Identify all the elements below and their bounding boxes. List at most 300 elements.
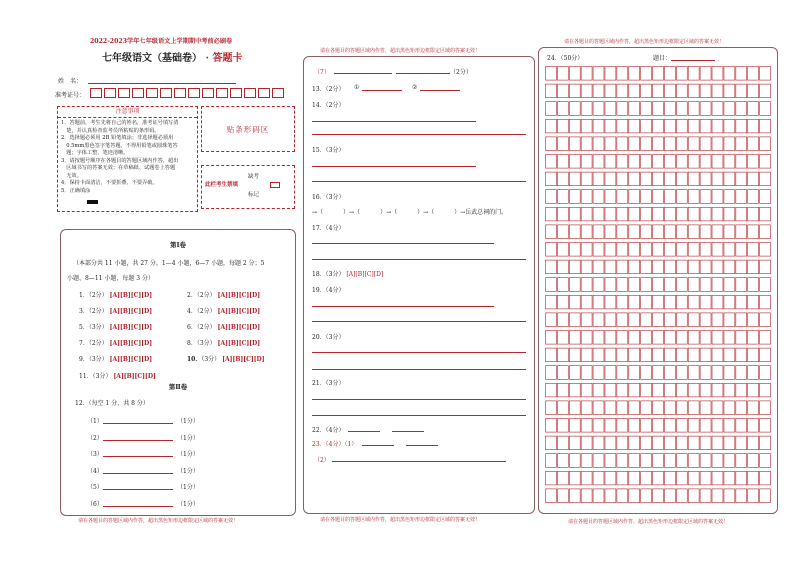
essay-cell[interactable] [688, 225, 699, 239]
essay-cell[interactable] [593, 260, 604, 274]
essay-cell[interactable] [569, 454, 580, 468]
essay-cell[interactable] [748, 401, 759, 415]
essay-cell[interactable] [581, 489, 592, 503]
essay-cell[interactable] [760, 84, 771, 98]
essay-cell[interactable] [736, 419, 747, 433]
essay-cell[interactable] [617, 471, 628, 485]
essay-cell[interactable] [641, 190, 652, 204]
essay-cell[interactable] [688, 137, 699, 151]
essay-cell[interactable] [546, 489, 557, 503]
essay-cell[interactable] [676, 383, 687, 397]
essay-cell[interactable] [605, 454, 616, 468]
essay-cell[interactable] [688, 295, 699, 309]
essay-cell[interactable] [676, 454, 687, 468]
essay-cell[interactable] [664, 207, 675, 221]
essay-cell[interactable] [676, 331, 687, 345]
essay-cell[interactable] [748, 313, 759, 327]
essay-cell[interactable] [617, 155, 628, 169]
essay-cell[interactable] [569, 366, 580, 380]
essay-cell[interactable] [676, 119, 687, 133]
essay-cell[interactable] [653, 119, 664, 133]
essay-cell[interactable] [605, 243, 616, 257]
essay-cell[interactable] [653, 260, 664, 274]
essay-cell[interactable] [712, 172, 723, 186]
ticket-digit-box[interactable] [230, 88, 242, 98]
essay-cell[interactable] [760, 471, 771, 485]
essay-cell[interactable] [724, 225, 735, 239]
q20-line-2[interactable] [312, 369, 526, 370]
essay-cell[interactable] [593, 313, 604, 327]
essay-cell[interactable] [653, 137, 664, 151]
essay-cell[interactable] [748, 471, 759, 485]
essay-cell[interactable] [712, 348, 723, 362]
essay-cell[interactable] [688, 471, 699, 485]
essay-cell[interactable] [641, 348, 652, 362]
essay-cell[interactable] [641, 383, 652, 397]
essay-cell[interactable] [581, 471, 592, 485]
essay-cell[interactable] [641, 366, 652, 380]
essay-cell[interactable] [569, 471, 580, 485]
essay-cell[interactable] [760, 260, 771, 274]
essay-cell[interactable] [569, 489, 580, 503]
essay-cell[interactable] [724, 454, 735, 468]
essay-cell[interactable] [557, 155, 568, 169]
essay-cell[interactable] [748, 454, 759, 468]
essay-cell[interactable] [724, 331, 735, 345]
ticket-digit-box[interactable] [118, 88, 130, 98]
essay-cell[interactable] [724, 401, 735, 415]
essay-cell[interactable] [641, 489, 652, 503]
essay-cell[interactable] [557, 454, 568, 468]
essay-cell[interactable] [700, 331, 711, 345]
essay-cell[interactable] [617, 225, 628, 239]
essay-cell[interactable] [760, 67, 771, 81]
essay-cell[interactable] [557, 313, 568, 327]
essay-cell[interactable] [593, 155, 604, 169]
essay-cell[interactable] [641, 436, 652, 450]
essay-cell[interactable] [653, 366, 664, 380]
essay-cell[interactable] [712, 278, 723, 292]
essay-cell[interactable] [664, 84, 675, 98]
essay-cell[interactable] [736, 436, 747, 450]
essay-cell[interactable] [629, 155, 640, 169]
essay-cell[interactable] [569, 155, 580, 169]
essay-cell[interactable] [700, 348, 711, 362]
essay-cell[interactable] [664, 155, 675, 169]
essay-cell[interactable] [724, 67, 735, 81]
essay-cell[interactable] [736, 278, 747, 292]
q18-options[interactable]: [A][B][C][D] [346, 271, 384, 278]
essay-cell[interactable] [676, 419, 687, 433]
essay-cell[interactable] [593, 489, 604, 503]
essay-cell[interactable] [569, 172, 580, 186]
ticket-digit-box[interactable] [188, 88, 200, 98]
essay-cell[interactable] [760, 366, 771, 380]
essay-cell[interactable] [676, 366, 687, 380]
q14-line-2[interactable] [312, 134, 526, 135]
ticket-number-boxes[interactable] [90, 88, 288, 98]
essay-cell[interactable] [581, 155, 592, 169]
essay-cell[interactable] [736, 366, 747, 380]
essay-cell[interactable] [748, 172, 759, 186]
essay-cell[interactable] [641, 207, 652, 221]
essay-cell[interactable] [700, 401, 711, 415]
essay-cell[interactable] [736, 243, 747, 257]
essay-cell[interactable] [617, 190, 628, 204]
mcq-options[interactable]: [A][B][C][D] [109, 324, 153, 331]
essay-cell[interactable] [617, 172, 628, 186]
essay-cell[interactable] [581, 295, 592, 309]
essay-cell[interactable] [664, 331, 675, 345]
essay-cell[interactable] [724, 383, 735, 397]
essay-cell[interactable] [629, 401, 640, 415]
essay-cell[interactable] [712, 489, 723, 503]
essay-cell[interactable] [546, 383, 557, 397]
essay-cell[interactable] [653, 383, 664, 397]
essay-cell[interactable] [748, 155, 759, 169]
essay-cell[interactable] [724, 278, 735, 292]
essay-cell[interactable] [581, 454, 592, 468]
essay-cell[interactable] [748, 489, 759, 503]
essay-cell[interactable] [760, 278, 771, 292]
essay-grid[interactable] [545, 66, 771, 506]
essay-cell[interactable] [546, 295, 557, 309]
essay-cell[interactable] [676, 313, 687, 327]
essay-cell[interactable] [557, 348, 568, 362]
essay-cell[interactable] [629, 260, 640, 274]
essay-cell[interactable] [569, 401, 580, 415]
essay-cell[interactable] [581, 278, 592, 292]
essay-cell[interactable] [736, 225, 747, 239]
essay-cell[interactable] [676, 243, 687, 257]
essay-cell[interactable] [629, 207, 640, 221]
essay-cell[interactable] [712, 313, 723, 327]
essay-cell[interactable] [700, 278, 711, 292]
essay-cell[interactable] [676, 102, 687, 116]
essay-cell[interactable] [653, 401, 664, 415]
q7-line-b[interactable] [396, 73, 450, 74]
essay-cell[interactable] [629, 172, 640, 186]
essay-cell[interactable] [653, 278, 664, 292]
essay-cell[interactable] [546, 207, 557, 221]
essay-cell[interactable] [617, 331, 628, 345]
essay-cell[interactable] [712, 260, 723, 274]
essay-cell[interactable] [760, 489, 771, 503]
essay-cell[interactable] [546, 84, 557, 98]
q19-line-1[interactable] [312, 306, 494, 307]
essay-cell[interactable] [546, 348, 557, 362]
essay-cell[interactable] [653, 454, 664, 468]
essay-cell[interactable] [546, 471, 557, 485]
essay-cell[interactable] [700, 313, 711, 327]
essay-cell[interactable] [700, 172, 711, 186]
essay-cell[interactable] [736, 260, 747, 274]
essay-cell[interactable] [641, 278, 652, 292]
essay-cell[interactable] [641, 295, 652, 309]
essay-cell[interactable] [760, 401, 771, 415]
essay-cell[interactable] [641, 313, 652, 327]
essay-cell[interactable] [629, 295, 640, 309]
ticket-digit-box[interactable] [202, 88, 214, 98]
essay-cell[interactable] [664, 419, 675, 433]
essay-cell[interactable] [617, 84, 628, 98]
mcq-options[interactable]: [A][B][C][D] [217, 324, 261, 331]
essay-cell[interactable] [748, 84, 759, 98]
essay-cell[interactable] [581, 260, 592, 274]
essay-cell[interactable] [676, 84, 687, 98]
essay-cell[interactable] [581, 331, 592, 345]
essay-cell[interactable] [569, 84, 580, 98]
essay-cell[interactable] [605, 155, 616, 169]
essay-cell[interactable] [700, 155, 711, 169]
essay-cell[interactable] [653, 489, 664, 503]
essay-cell[interactable] [664, 260, 675, 274]
essay-cell[interactable] [676, 190, 687, 204]
essay-cell[interactable] [605, 67, 616, 81]
essay-cell[interactable] [581, 383, 592, 397]
essay-cell[interactable] [581, 84, 592, 98]
essay-cell[interactable] [676, 67, 687, 81]
essay-cell[interactable] [546, 119, 557, 133]
essay-cell[interactable] [712, 207, 723, 221]
essay-cell[interactable] [676, 207, 687, 221]
essay-cell[interactable] [557, 401, 568, 415]
essay-cell[interactable] [664, 454, 675, 468]
essay-cell[interactable] [557, 419, 568, 433]
ticket-digit-box[interactable] [244, 88, 256, 98]
essay-cell[interactable] [700, 383, 711, 397]
essay-cell[interactable] [760, 454, 771, 468]
essay-cell[interactable] [688, 190, 699, 204]
essay-cell[interactable] [581, 225, 592, 239]
essay-cell[interactable] [653, 84, 664, 98]
essay-cell[interactable] [641, 84, 652, 98]
essay-cell[interactable] [546, 419, 557, 433]
q22-line-a[interactable] [348, 431, 380, 432]
essay-cell[interactable] [724, 436, 735, 450]
essay-cell[interactable] [617, 260, 628, 274]
essay-cell[interactable] [593, 419, 604, 433]
essay-cell[interactable] [641, 67, 652, 81]
essay-cell[interactable] [557, 67, 568, 81]
q15-line-1[interactable] [312, 166, 476, 167]
essay-cell[interactable] [736, 137, 747, 151]
essay-cell[interactable] [736, 348, 747, 362]
essay-cell[interactable] [605, 331, 616, 345]
essay-cell[interactable] [546, 454, 557, 468]
essay-cell[interactable] [724, 295, 735, 309]
essay-cell[interactable] [676, 471, 687, 485]
essay-cell[interactable] [605, 366, 616, 380]
essay-cell[interactable] [760, 313, 771, 327]
essay-cell[interactable] [653, 419, 664, 433]
mcq-options[interactable]: [A][B][C][D] [113, 373, 156, 380]
essay-cell[interactable] [736, 295, 747, 309]
essay-cell[interactable] [748, 67, 759, 81]
essay-cell[interactable] [653, 207, 664, 221]
essay-cell[interactable] [712, 155, 723, 169]
essay-cell[interactable] [700, 102, 711, 116]
essay-cell[interactable] [688, 260, 699, 274]
essay-cell[interactable] [700, 119, 711, 133]
q13-line-a[interactable] [362, 90, 402, 91]
essay-cell[interactable] [688, 207, 699, 221]
essay-cell[interactable] [748, 102, 759, 116]
essay-cell[interactable] [724, 489, 735, 503]
essay-cell[interactable] [569, 383, 580, 397]
q23-line-a[interactable] [362, 445, 394, 446]
essay-cell[interactable] [760, 155, 771, 169]
essay-cell[interactable] [760, 348, 771, 362]
mcq-options[interactable]: [A][B][C][D] [109, 292, 153, 299]
essay-cell[interactable] [617, 119, 628, 133]
q17-line-2[interactable] [312, 259, 526, 260]
essay-cell[interactable] [617, 401, 628, 415]
q12-blank-line[interactable] [103, 489, 173, 490]
essay-cell[interactable] [581, 172, 592, 186]
essay-cell[interactable] [736, 471, 747, 485]
name-field[interactable] [88, 83, 236, 84]
essay-cell[interactable] [629, 454, 640, 468]
essay-cell[interactable] [700, 207, 711, 221]
essay-cell[interactable] [641, 419, 652, 433]
essay-cell[interactable] [664, 348, 675, 362]
essay-cell[interactable] [700, 436, 711, 450]
essay-cell[interactable] [546, 155, 557, 169]
essay-cell[interactable] [557, 243, 568, 257]
essay-cell[interactable] [760, 331, 771, 345]
essay-cell[interactable] [676, 489, 687, 503]
essay-cell[interactable] [641, 260, 652, 274]
essay-cell[interactable] [688, 243, 699, 257]
essay-cell[interactable] [593, 207, 604, 221]
essay-cell[interactable] [653, 348, 664, 362]
essay-cell[interactable] [641, 225, 652, 239]
essay-cell[interactable] [617, 102, 628, 116]
essay-cell[interactable] [617, 207, 628, 221]
essay-cell[interactable] [712, 119, 723, 133]
q19-line-2[interactable] [312, 321, 526, 322]
essay-cell[interactable] [546, 190, 557, 204]
absent-checkbox[interactable] [270, 182, 280, 188]
q17-line-1[interactable] [312, 243, 494, 244]
essay-cell[interactable] [700, 366, 711, 380]
essay-cell[interactable] [581, 67, 592, 81]
essay-cell[interactable] [736, 84, 747, 98]
essay-cell[interactable] [676, 278, 687, 292]
essay-cell[interactable] [653, 190, 664, 204]
essay-cell[interactable] [724, 366, 735, 380]
essay-cell[interactable] [593, 383, 604, 397]
essay-cell[interactable] [736, 489, 747, 503]
essay-cell[interactable] [557, 225, 568, 239]
mcq-options[interactable]: [A][B][C][D] [109, 356, 153, 363]
essay-cell[interactable] [724, 119, 735, 133]
essay-cell[interactable] [748, 295, 759, 309]
essay-cell[interactable] [676, 225, 687, 239]
essay-cell[interactable] [664, 137, 675, 151]
essay-cell[interactable] [688, 119, 699, 133]
essay-cell[interactable] [593, 454, 604, 468]
essay-cell[interactable] [688, 84, 699, 98]
essay-cell[interactable] [617, 278, 628, 292]
essay-cell[interactable] [712, 190, 723, 204]
ticket-digit-box[interactable] [160, 88, 172, 98]
essay-cell[interactable] [712, 419, 723, 433]
essay-cell[interactable] [760, 243, 771, 257]
q7-line-a[interactable] [334, 73, 392, 74]
essay-cell[interactable] [569, 260, 580, 274]
essay-cell[interactable] [676, 401, 687, 415]
essay-cell[interactable] [546, 260, 557, 274]
essay-cell[interactable] [664, 366, 675, 380]
essay-cell[interactable] [605, 313, 616, 327]
essay-cell[interactable] [605, 471, 616, 485]
essay-cell[interactable] [712, 471, 723, 485]
essay-cell[interactable] [712, 401, 723, 415]
essay-cell[interactable] [700, 295, 711, 309]
essay-cell[interactable] [641, 401, 652, 415]
essay-cell[interactable] [688, 172, 699, 186]
essay-cell[interactable] [617, 348, 628, 362]
essay-cell[interactable] [557, 207, 568, 221]
essay-cell[interactable] [712, 331, 723, 345]
essay-cell[interactable] [569, 102, 580, 116]
essay-cell[interactable] [593, 331, 604, 345]
essay-cell[interactable] [569, 348, 580, 362]
essay-cell[interactable] [557, 366, 568, 380]
essay-cell[interactable] [736, 119, 747, 133]
essay-cell[interactable] [653, 243, 664, 257]
essay-cell[interactable] [569, 67, 580, 81]
essay-cell[interactable] [736, 207, 747, 221]
q21-line-2[interactable] [312, 415, 526, 416]
essay-cell[interactable] [653, 102, 664, 116]
essay-cell[interactable] [712, 454, 723, 468]
essay-cell[interactable] [688, 383, 699, 397]
essay-cell[interactable] [546, 243, 557, 257]
essay-cell[interactable] [593, 119, 604, 133]
essay-cell[interactable] [736, 454, 747, 468]
essay-cell[interactable] [605, 119, 616, 133]
essay-cell[interactable] [724, 471, 735, 485]
ticket-digit-box[interactable] [146, 88, 158, 98]
essay-cell[interactable] [593, 366, 604, 380]
essay-cell[interactable] [664, 225, 675, 239]
essay-cell[interactable] [629, 366, 640, 380]
essay-cell[interactable] [664, 102, 675, 116]
essay-cell[interactable] [641, 331, 652, 345]
essay-cell[interactable] [593, 84, 604, 98]
essay-cell[interactable] [664, 119, 675, 133]
essay-cell[interactable] [605, 348, 616, 362]
mcq-options[interactable]: [A][B][C][D] [217, 292, 261, 299]
essay-cell[interactable] [688, 419, 699, 433]
essay-cell[interactable] [593, 137, 604, 151]
essay-cell[interactable] [688, 278, 699, 292]
essay-cell[interactable] [736, 401, 747, 415]
essay-cell[interactable] [688, 331, 699, 345]
essay-cell[interactable] [605, 489, 616, 503]
essay-cell[interactable] [748, 383, 759, 397]
essay-cell[interactable] [676, 295, 687, 309]
essay-cell[interactable] [664, 190, 675, 204]
essay-cell[interactable] [581, 436, 592, 450]
essay-cell[interactable] [557, 489, 568, 503]
essay-cell[interactable] [700, 243, 711, 257]
essay-cell[interactable] [593, 243, 604, 257]
essay-cell[interactable] [629, 190, 640, 204]
